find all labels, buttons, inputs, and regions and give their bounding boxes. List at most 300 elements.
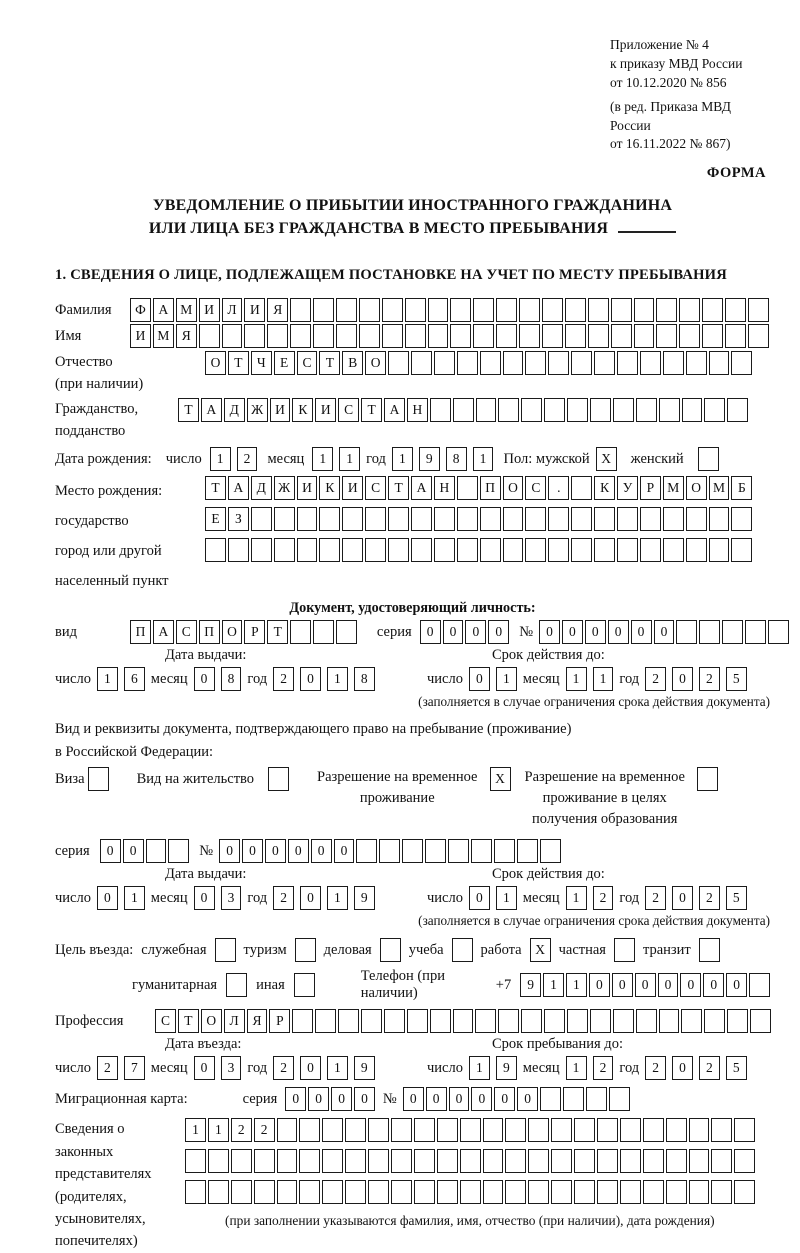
char-cell[interactable]: А <box>153 298 174 322</box>
char-cell[interactable] <box>634 324 655 348</box>
char-cell[interactable] <box>519 324 540 348</box>
char-cell[interactable] <box>430 1009 451 1033</box>
char-cell[interactable] <box>448 839 469 863</box>
char-cell[interactable] <box>731 538 752 562</box>
char-cell[interactable] <box>473 324 494 348</box>
char-cell[interactable]: 0 <box>612 973 633 997</box>
char-cell[interactable] <box>407 1009 428 1033</box>
char-cell[interactable]: 0 <box>471 1087 492 1111</box>
char-cell[interactable] <box>722 620 743 644</box>
char-cell[interactable]: 0 <box>672 1056 693 1080</box>
char-cell[interactable]: 8 <box>354 667 375 691</box>
char-cell[interactable] <box>402 839 423 863</box>
char-cell[interactable] <box>368 1180 389 1204</box>
char-cell[interactable]: 0 <box>703 973 724 997</box>
char-cell[interactable] <box>199 324 220 348</box>
char-cell[interactable]: 1 <box>566 886 587 910</box>
char-cell[interactable] <box>208 1149 229 1173</box>
char-cell[interactable]: 0 <box>589 973 610 997</box>
char-cell[interactable] <box>473 298 494 322</box>
char-cell[interactable] <box>494 839 515 863</box>
char-cell[interactable]: Т <box>319 351 340 375</box>
char-cell[interactable] <box>342 507 363 531</box>
char-cell[interactable] <box>391 1118 412 1142</box>
char-cell[interactable]: Д <box>251 476 272 500</box>
char-cell[interactable] <box>359 298 380 322</box>
char-cell[interactable]: С <box>297 351 318 375</box>
char-cell[interactable] <box>590 1009 611 1033</box>
char-cell[interactable] <box>597 1149 618 1173</box>
char-cell[interactable] <box>453 398 474 422</box>
char-cell[interactable] <box>382 324 403 348</box>
char-cell[interactable]: С <box>155 1009 176 1033</box>
char-cell[interactable]: 0 <box>449 1087 470 1111</box>
char-cell[interactable] <box>382 298 403 322</box>
char-cell[interactable] <box>676 620 697 644</box>
char-cell[interactable] <box>525 351 546 375</box>
char-cell[interactable] <box>594 351 615 375</box>
char-cell[interactable] <box>244 324 265 348</box>
char-cell[interactable] <box>322 1149 343 1173</box>
char-cell[interactable] <box>709 538 730 562</box>
char-cell[interactable] <box>457 351 478 375</box>
char-cell[interactable] <box>643 1118 664 1142</box>
char-cell[interactable]: И <box>315 398 336 422</box>
char-cell[interactable] <box>505 1180 526 1204</box>
char-cell[interactable] <box>299 1180 320 1204</box>
char-cell[interactable] <box>588 298 609 322</box>
char-cell[interactable]: Т <box>178 1009 199 1033</box>
char-cell[interactable] <box>251 538 272 562</box>
char-cell[interactable] <box>336 324 357 348</box>
char-cell[interactable] <box>745 620 766 644</box>
char-cell[interactable] <box>503 538 524 562</box>
char-cell[interactable] <box>460 1149 481 1173</box>
char-cell[interactable] <box>368 1149 389 1173</box>
char-cell[interactable]: 1 <box>312 447 333 471</box>
char-cell[interactable] <box>748 298 769 322</box>
char-cell[interactable] <box>277 1118 298 1142</box>
char-cell[interactable] <box>414 1118 435 1142</box>
char-cell[interactable]: 0 <box>517 1087 538 1111</box>
char-cell[interactable] <box>450 298 471 322</box>
char-cell[interactable] <box>521 1009 542 1033</box>
char-cell[interactable] <box>336 620 357 644</box>
char-cell[interactable] <box>254 1149 275 1173</box>
char-cell[interactable] <box>299 1118 320 1142</box>
char-cell[interactable] <box>666 1149 687 1173</box>
char-cell[interactable]: А <box>228 476 249 500</box>
char-cell[interactable]: Д <box>224 398 245 422</box>
char-cell[interactable]: 0 <box>300 886 321 910</box>
char-cell[interactable]: 0 <box>334 839 355 863</box>
char-cell[interactable]: К <box>319 476 340 500</box>
char-cell[interactable] <box>613 1009 634 1033</box>
char-cell[interactable] <box>768 620 789 644</box>
char-cell[interactable] <box>313 324 334 348</box>
char-cell[interactable]: Е <box>274 351 295 375</box>
char-cell[interactable]: Я <box>247 1009 268 1033</box>
char-cell[interactable] <box>528 1180 549 1204</box>
char-cell[interactable] <box>563 1087 584 1111</box>
char-cell[interactable] <box>457 476 478 500</box>
char-cell[interactable] <box>425 839 446 863</box>
char-cell[interactable]: 1 <box>473 447 494 471</box>
char-cell[interactable] <box>590 398 611 422</box>
char-cell[interactable] <box>299 1149 320 1173</box>
purpose-business-checkbox[interactable] <box>380 938 401 962</box>
char-cell[interactable]: 6 <box>124 667 145 691</box>
char-cell[interactable] <box>634 298 655 322</box>
char-cell[interactable] <box>679 324 700 348</box>
char-cell[interactable] <box>428 298 449 322</box>
char-cell[interactable] <box>727 1009 748 1033</box>
char-cell[interactable] <box>704 398 725 422</box>
char-cell[interactable] <box>679 298 700 322</box>
char-cell[interactable] <box>748 324 769 348</box>
char-cell[interactable]: С <box>176 620 197 644</box>
char-cell[interactable]: 0 <box>658 973 679 997</box>
char-cell[interactable] <box>388 507 409 531</box>
char-cell[interactable] <box>711 1180 732 1204</box>
char-cell[interactable] <box>208 1180 229 1204</box>
char-cell[interactable]: Ч <box>251 351 272 375</box>
char-cell[interactable] <box>519 298 540 322</box>
char-cell[interactable] <box>388 538 409 562</box>
char-cell[interactable]: Т <box>361 398 382 422</box>
char-cell[interactable] <box>586 1087 607 1111</box>
char-cell[interactable] <box>471 839 492 863</box>
char-cell[interactable]: 0 <box>242 839 263 863</box>
char-cell[interactable] <box>313 298 334 322</box>
char-cell[interactable]: 0 <box>426 1087 447 1111</box>
char-cell[interactable] <box>498 1009 519 1033</box>
char-cell[interactable] <box>480 507 501 531</box>
char-cell[interactable] <box>290 298 311 322</box>
sex-female-checkbox[interactable] <box>698 447 719 471</box>
char-cell[interactable]: М <box>153 324 174 348</box>
char-cell[interactable]: Я <box>267 298 288 322</box>
char-cell[interactable]: А <box>201 398 222 422</box>
char-cell[interactable]: С <box>365 476 386 500</box>
char-cell[interactable] <box>609 1087 630 1111</box>
char-cell[interactable] <box>567 1009 588 1033</box>
char-cell[interactable]: 0 <box>726 973 747 997</box>
char-cell[interactable] <box>542 324 563 348</box>
char-cell[interactable]: 0 <box>311 839 332 863</box>
char-cell[interactable] <box>704 1009 725 1033</box>
char-cell[interactable] <box>361 1009 382 1033</box>
char-cell[interactable] <box>437 1149 458 1173</box>
char-cell[interactable] <box>277 1180 298 1204</box>
char-cell[interactable] <box>686 507 707 531</box>
char-cell[interactable] <box>643 1180 664 1204</box>
char-cell[interactable]: 0 <box>680 973 701 997</box>
char-cell[interactable] <box>656 298 677 322</box>
char-cell[interactable]: 8 <box>446 447 467 471</box>
char-cell[interactable]: 2 <box>593 886 614 910</box>
char-cell[interactable] <box>483 1149 504 1173</box>
char-cell[interactable] <box>636 1009 657 1033</box>
char-cell[interactable] <box>548 507 569 531</box>
char-cell[interactable] <box>365 538 386 562</box>
char-cell[interactable] <box>475 1009 496 1033</box>
char-cell[interactable] <box>551 1180 572 1204</box>
visa-checkbox[interactable] <box>88 767 109 791</box>
char-cell[interactable]: 0 <box>631 620 652 644</box>
char-cell[interactable]: 1 <box>566 667 587 691</box>
char-cell[interactable]: 1 <box>327 667 348 691</box>
char-cell[interactable]: 1 <box>327 1056 348 1080</box>
char-cell[interactable] <box>274 538 295 562</box>
char-cell[interactable] <box>254 1180 275 1204</box>
char-cell[interactable] <box>505 1118 526 1142</box>
char-cell[interactable]: И <box>342 476 363 500</box>
char-cell[interactable] <box>611 324 632 348</box>
char-cell[interactable] <box>483 1180 504 1204</box>
char-cell[interactable]: 5 <box>726 886 747 910</box>
char-cell[interactable]: В <box>342 351 363 375</box>
char-cell[interactable]: 1 <box>566 973 587 997</box>
purpose-transit-checkbox[interactable] <box>699 938 720 962</box>
char-cell[interactable]: 0 <box>488 620 509 644</box>
char-cell[interactable] <box>594 507 615 531</box>
char-cell[interactable] <box>319 507 340 531</box>
char-cell[interactable]: 7 <box>124 1056 145 1080</box>
char-cell[interactable] <box>391 1149 412 1173</box>
char-cell[interactable] <box>544 398 565 422</box>
char-cell[interactable] <box>146 839 167 863</box>
char-cell[interactable] <box>379 839 400 863</box>
char-cell[interactable]: 0 <box>465 620 486 644</box>
char-cell[interactable] <box>551 1118 572 1142</box>
char-cell[interactable] <box>659 398 680 422</box>
char-cell[interactable] <box>437 1118 458 1142</box>
char-cell[interactable]: 2 <box>237 447 258 471</box>
char-cell[interactable] <box>574 1180 595 1204</box>
char-cell[interactable] <box>315 1009 336 1033</box>
char-cell[interactable]: . <box>548 476 569 500</box>
char-cell[interactable]: 0 <box>469 886 490 910</box>
char-cell[interactable] <box>168 839 189 863</box>
char-cell[interactable] <box>711 1149 732 1173</box>
char-cell[interactable]: 0 <box>469 667 490 691</box>
char-cell[interactable] <box>750 1009 771 1033</box>
char-cell[interactable] <box>483 1118 504 1142</box>
char-cell[interactable]: Т <box>205 476 226 500</box>
purpose-private-checkbox[interactable] <box>614 938 635 962</box>
char-cell[interactable]: 2 <box>699 667 720 691</box>
char-cell[interactable] <box>659 1009 680 1033</box>
char-cell[interactable]: 2 <box>699 886 720 910</box>
char-cell[interactable] <box>725 324 746 348</box>
char-cell[interactable] <box>228 538 249 562</box>
char-cell[interactable] <box>411 538 432 562</box>
char-cell[interactable]: Р <box>269 1009 290 1033</box>
char-cell[interactable]: 2 <box>273 667 294 691</box>
char-cell[interactable]: 9 <box>354 1056 375 1080</box>
char-cell[interactable]: 2 <box>231 1118 252 1142</box>
char-cell[interactable] <box>313 620 334 644</box>
char-cell[interactable]: 2 <box>699 1056 720 1080</box>
char-cell[interactable]: 0 <box>97 886 118 910</box>
char-cell[interactable] <box>725 298 746 322</box>
char-cell[interactable] <box>503 507 524 531</box>
char-cell[interactable]: 0 <box>331 1087 352 1111</box>
char-cell[interactable] <box>617 351 638 375</box>
char-cell[interactable]: 0 <box>635 973 656 997</box>
char-cell[interactable]: 0 <box>420 620 441 644</box>
char-cell[interactable] <box>205 538 226 562</box>
char-cell[interactable] <box>574 1118 595 1142</box>
char-cell[interactable] <box>405 298 426 322</box>
char-cell[interactable] <box>640 507 661 531</box>
char-cell[interactable]: 9 <box>419 447 440 471</box>
char-cell[interactable] <box>571 538 592 562</box>
char-cell[interactable] <box>414 1180 435 1204</box>
char-cell[interactable] <box>731 507 752 531</box>
char-cell[interactable]: 0 <box>194 667 215 691</box>
char-cell[interactable] <box>434 507 455 531</box>
char-cell[interactable] <box>597 1118 618 1142</box>
char-cell[interactable] <box>267 324 288 348</box>
char-cell[interactable]: М <box>709 476 730 500</box>
char-cell[interactable] <box>297 507 318 531</box>
temp-residence-checkbox[interactable]: X <box>490 767 511 791</box>
char-cell[interactable]: 2 <box>97 1056 118 1080</box>
char-cell[interactable] <box>498 398 519 422</box>
char-cell[interactable]: 2 <box>645 667 666 691</box>
purpose-humanitarian-checkbox[interactable] <box>226 973 247 997</box>
char-cell[interactable] <box>457 507 478 531</box>
char-cell[interactable]: А <box>411 476 432 500</box>
char-cell[interactable] <box>617 538 638 562</box>
char-cell[interactable]: О <box>205 351 226 375</box>
char-cell[interactable]: Я <box>176 324 197 348</box>
char-cell[interactable] <box>640 351 661 375</box>
char-cell[interactable]: 0 <box>288 839 309 863</box>
purpose-tourism-checkbox[interactable] <box>295 938 316 962</box>
char-cell[interactable] <box>734 1118 755 1142</box>
char-cell[interactable] <box>617 507 638 531</box>
char-cell[interactable] <box>636 398 657 422</box>
char-cell[interactable]: 0 <box>562 620 583 644</box>
char-cell[interactable]: О <box>365 351 386 375</box>
char-cell[interactable]: Ж <box>247 398 268 422</box>
char-cell[interactable]: 2 <box>273 886 294 910</box>
char-cell[interactable] <box>388 351 409 375</box>
char-cell[interactable]: 1 <box>392 447 413 471</box>
char-cell[interactable] <box>731 351 752 375</box>
char-cell[interactable]: 0 <box>672 886 693 910</box>
char-cell[interactable] <box>222 324 243 348</box>
char-cell[interactable] <box>613 398 634 422</box>
char-cell[interactable]: Р <box>640 476 661 500</box>
char-cell[interactable] <box>480 538 501 562</box>
char-cell[interactable]: 0 <box>123 839 144 863</box>
char-cell[interactable]: 1 <box>593 667 614 691</box>
char-cell[interactable]: 2 <box>645 1056 666 1080</box>
char-cell[interactable] <box>528 1118 549 1142</box>
char-cell[interactable] <box>571 351 592 375</box>
char-cell[interactable]: 0 <box>300 1056 321 1080</box>
char-cell[interactable]: Т <box>178 398 199 422</box>
char-cell[interactable] <box>640 538 661 562</box>
char-cell[interactable] <box>544 1009 565 1033</box>
char-cell[interactable]: 1 <box>496 886 517 910</box>
char-cell[interactable]: 0 <box>219 839 240 863</box>
residence-permit-checkbox[interactable] <box>268 767 289 791</box>
char-cell[interactable] <box>251 507 272 531</box>
char-cell[interactable]: 0 <box>100 839 121 863</box>
char-cell[interactable]: И <box>130 324 151 348</box>
char-cell[interactable]: Р <box>244 620 265 644</box>
char-cell[interactable]: У <box>617 476 638 500</box>
char-cell[interactable] <box>699 620 720 644</box>
char-cell[interactable] <box>231 1149 252 1173</box>
purpose-official-checkbox[interactable] <box>215 938 236 962</box>
char-cell[interactable] <box>342 538 363 562</box>
char-cell[interactable]: 0 <box>403 1087 424 1111</box>
char-cell[interactable] <box>643 1149 664 1173</box>
char-cell[interactable]: 0 <box>654 620 675 644</box>
char-cell[interactable]: 5 <box>726 1056 747 1080</box>
char-cell[interactable]: 2 <box>593 1056 614 1080</box>
char-cell[interactable] <box>666 1180 687 1204</box>
char-cell[interactable]: 1 <box>327 886 348 910</box>
char-cell[interactable]: 0 <box>194 1056 215 1080</box>
char-cell[interactable]: 1 <box>124 886 145 910</box>
char-cell[interactable]: О <box>201 1009 222 1033</box>
char-cell[interactable]: Ф <box>130 298 151 322</box>
char-cell[interactable] <box>620 1118 641 1142</box>
char-cell[interactable] <box>666 1118 687 1142</box>
char-cell[interactable]: Т <box>228 351 249 375</box>
char-cell[interactable] <box>686 351 707 375</box>
char-cell[interactable] <box>322 1118 343 1142</box>
char-cell[interactable]: А <box>153 620 174 644</box>
char-cell[interactable] <box>567 398 588 422</box>
char-cell[interactable] <box>734 1149 755 1173</box>
char-cell[interactable]: И <box>297 476 318 500</box>
char-cell[interactable]: Л <box>224 1009 245 1033</box>
char-cell[interactable] <box>434 351 455 375</box>
char-cell[interactable] <box>540 1087 561 1111</box>
char-cell[interactable]: 0 <box>672 667 693 691</box>
char-cell[interactable]: Л <box>222 298 243 322</box>
char-cell[interactable] <box>338 1009 359 1033</box>
char-cell[interactable] <box>384 1009 405 1033</box>
char-cell[interactable] <box>682 398 703 422</box>
char-cell[interactable] <box>368 1118 389 1142</box>
char-cell[interactable] <box>702 324 723 348</box>
char-cell[interactable]: 3 <box>221 886 242 910</box>
char-cell[interactable] <box>571 507 592 531</box>
char-cell[interactable] <box>505 1149 526 1173</box>
char-cell[interactable] <box>480 351 501 375</box>
char-cell[interactable] <box>542 298 563 322</box>
char-cell[interactable]: Б <box>731 476 752 500</box>
char-cell[interactable] <box>565 324 586 348</box>
char-cell[interactable] <box>620 1180 641 1204</box>
char-cell[interactable] <box>434 538 455 562</box>
char-cell[interactable] <box>689 1180 710 1204</box>
char-cell[interactable] <box>457 538 478 562</box>
char-cell[interactable]: П <box>480 476 501 500</box>
char-cell[interactable] <box>503 351 524 375</box>
char-cell[interactable] <box>689 1118 710 1142</box>
char-cell[interactable] <box>709 507 730 531</box>
